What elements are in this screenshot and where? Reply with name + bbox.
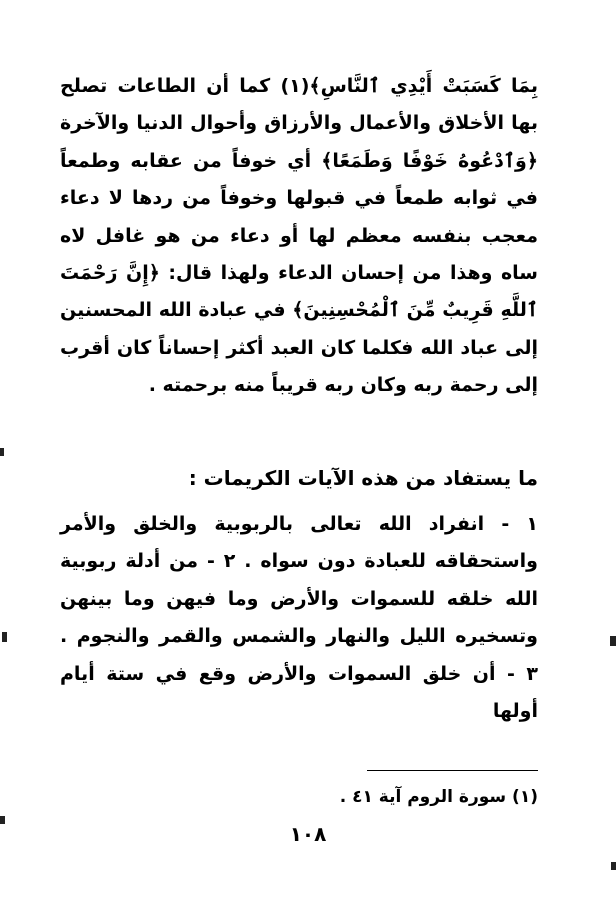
- scan-edge-mark: [610, 636, 616, 646]
- page-number: ١٠٨: [289, 822, 327, 846]
- numbered-points: ١ - انفراد الله تعالى بالربوبية والخلق والأمر واستحقاقه للعبادة دون سواه . ٢ - من أدلة ربوبية الله خلقه للسموات والأرض وما فيهن وما بينهن وتسخيره الليل والنهار والشمس والقمر والنجوم . ٣ - أن خلق السموات والأرض وقع في ستة أيام أولها: [60, 513, 538, 723]
- paragraph-commentary: بِمَا كَسَبَتْ أَيْدِي ٱلنَّاسِ﴾(١) كما أن الطاعات تصلح بها الأخلاق والأعمال والأرزاق وأحوال الدنيا والآخرة ﴿وَٱدْعُوهُ خَوْفًا وَطَمَعًا﴾ أي خوفاً من عقابه وطمعاً في ثوابه طمعاً في قبولها وخوفاً من ردها لا دعاء معجب بنفسه معظم لها أو دعاء من هو غافل لاه ساه وهذا من إحسان الدعاء ولهذا قال: ﴿إِنَّ رَحْمَتَ ٱللَّهِ قَرِيبٌ مِّنَ ٱلْمُحْسِنِينَ﴾ في عبادة الله المحسنين إلى عباد الله فكلما كان العبد أكثر إحساناً كان أقرب إلى رحمة ربه وكان ربه قريباً منه برحمته .: [60, 75, 538, 397]
- section-heading: ما يستفاد من هذه الآيات الكريمات :: [188, 466, 538, 490]
- scan-edge-mark: [0, 448, 4, 456]
- scan-edge-mark: [611, 862, 616, 870]
- scan-edge-mark: [0, 816, 5, 824]
- footnote-separator: [367, 770, 538, 771]
- scan-edge-mark: [2, 632, 7, 642]
- footnote: (١) سورة الروم آية ٤١ .: [339, 787, 538, 807]
